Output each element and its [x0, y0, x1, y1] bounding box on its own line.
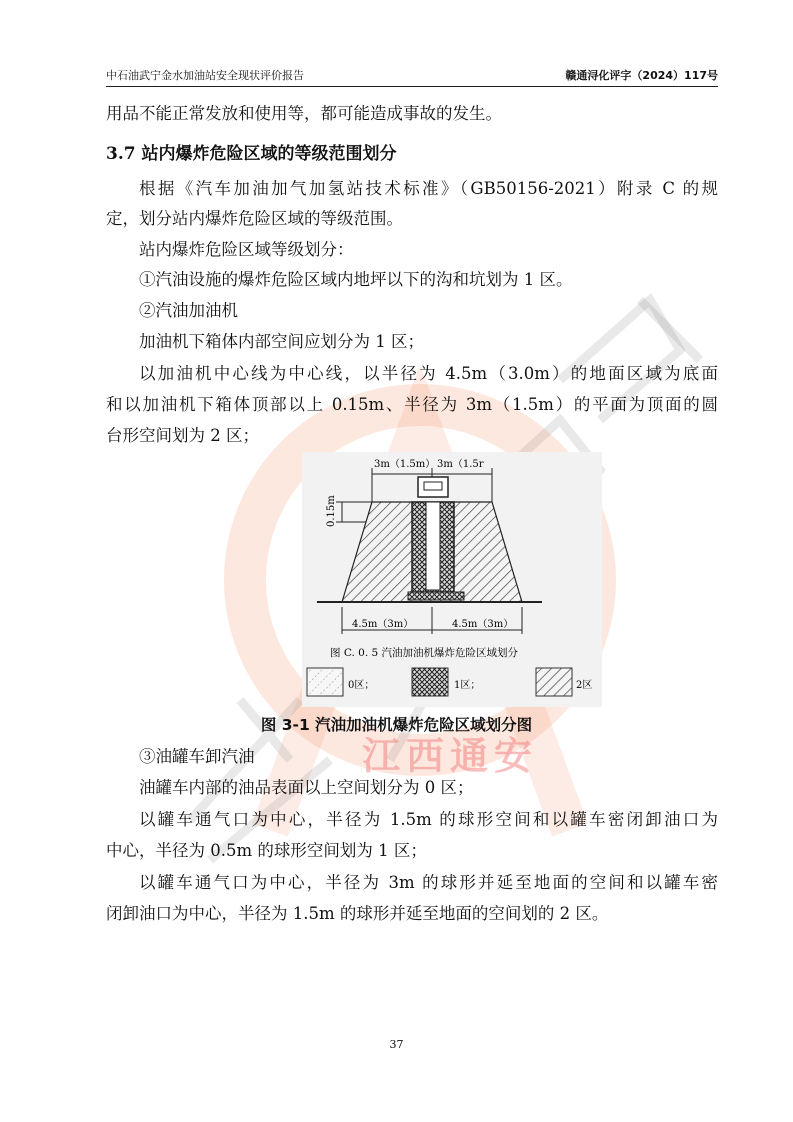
legend-zone-2-label: 2区 [576, 680, 593, 691]
paragraph-line: 加油机下箱体内部空间应划分为 1 区； [139, 332, 424, 351]
hazard-zone-figure [302, 452, 602, 711]
document-number: 赣通浔化评字（2024）117号 [565, 69, 718, 82]
paragraph-line: 定，划分站内爆炸危险区域的等级范围。 [106, 209, 403, 228]
legend-zone-2-swatch [536, 668, 572, 696]
paragraph-line: 闭卸油口为中心，半径为 1.5m 的球形并延至地面的空间划的 2 区。 [106, 904, 609, 923]
report-title: 中石油武宁金水加油站安全现状评价报告 [106, 69, 304, 82]
paragraph-line: 站内爆炸危险区域等级划分： [139, 240, 354, 259]
figure-caption: 图 3-1 汽油加油机爆炸危险区域划分图 [260, 716, 533, 734]
paragraph-line: 油罐车内部的油品表面以上空间划分为 0 区； [139, 778, 474, 797]
paragraph-line: 根据《汽车加油加气加氢站技术标准》（GB50156-2021）附录 C 的规 [139, 179, 718, 198]
page-header [106, 66, 718, 87]
paragraph-line: 台形空间划为 2 区； [106, 426, 259, 445]
legend-zone-1-swatch [412, 668, 448, 696]
paragraph-line: 以加油机中心线为中心线，以半径为 4.5m（3.0m）的地面区域为底面 [139, 364, 718, 383]
top-dimension-right: 3m（1.5r [437, 459, 484, 470]
watermark-text: 江西通安 [361, 734, 538, 778]
paragraph-line: ②汽油加油机 [139, 301, 238, 320]
paragraph-line: 和以加油机下箱体顶部以上 0.15m、半径为 3m（1.5m）的平面为顶面的圆 [106, 395, 718, 414]
paragraph-line: ③油罐车卸汽油 [139, 747, 255, 766]
paragraph-line: 用品不能正常发放和使用等，都可能造成事故的发生。 [106, 104, 502, 123]
paragraph-line: ①汽油设施的爆炸危险区域内地坪以下的沟和坑划为 1 区。 [139, 270, 573, 289]
page-number: 37 [389, 1038, 404, 1051]
dispenser-zone-diagram [302, 452, 602, 707]
paragraph-line: 中心，半径为 0.5m 的球形空间划为 1 区； [106, 841, 427, 860]
paragraph-line: 以罐车通气口为中心，半径为 3m 的球形并延至地面的空间和以罐车密 [139, 873, 718, 892]
bottom-dimension-left: 4.5m（3m） [352, 619, 414, 630]
top-dimension-left: 3m（1.5m） [374, 459, 436, 470]
side-dimension: 0.15m [326, 495, 337, 527]
legend-zone-0-label: 0区； [348, 680, 375, 691]
bottom-dimension-right: 4.5m（3m） [452, 619, 514, 630]
figure-inner-caption: 图 C. 0. 5 汽油加油机爆炸危险区域划分 [330, 647, 519, 659]
legend-zone-1-label: 1区； [454, 680, 481, 691]
legend-zone-0-swatch [307, 668, 343, 696]
section-heading: 3.7 站内爆炸危险区域的等级范围划分 [106, 144, 397, 164]
paragraph-line: 以罐车通气口为中心，半径为 1.5m 的球形空间和以罐车密闭卸油口为 [139, 810, 718, 829]
